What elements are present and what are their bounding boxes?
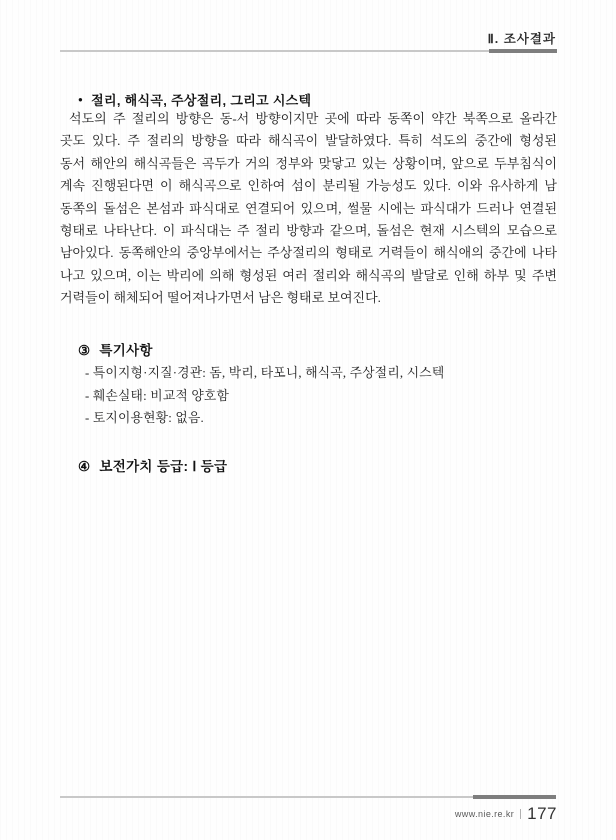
paragraph-line: 곳도 있다. 주 절리의 방향을 따라 해식곡이 발달하였다. 특히 석도의 중간에 형성된 xyxy=(60,133,557,149)
special-notes-list xyxy=(85,362,557,430)
paragraph-line: 동쪽의 돌섬은 본섬과 파식대로 연결되어 있으며, 썰물 시에는 파식대가 드러나 연결된 xyxy=(60,200,557,216)
special-notes-heading xyxy=(78,339,153,359)
conservation-grade-heading xyxy=(78,455,227,475)
header-rule xyxy=(60,50,490,52)
note-item: - 훼손실태: 비교적 양호함 xyxy=(85,388,230,403)
note-item: - 토지이용현황: 없음. xyxy=(85,411,204,426)
paragraph-line: 계속 진행된다면 이 해식곡으로 인하여 섬이 분리될 가능성도 있다. 이와 유사하게 남 xyxy=(60,178,557,194)
paragraph-line: 남아있다. 동쪽해안의 중앙부에서는 주상절리의 형태로 거력들이 해식애의 중간에 나타 xyxy=(60,245,557,261)
footer-rule-accent xyxy=(473,795,556,799)
bullet-icon: ● xyxy=(78,94,84,104)
section-title: 특기사항 xyxy=(99,343,153,358)
note-item: - 특이지형·지질·경관: 돔, 박리, 타포니, 해식곡, 주상절리, 시스텍 xyxy=(85,366,445,380)
paragraph-line: 동서 해안의 해식곡들은 곡두가 거의 정부와 맞닿고 있는 상황이며, 앞으로 두부침식이 xyxy=(60,155,557,171)
section-number: ③ xyxy=(78,343,91,358)
description-paragraph xyxy=(60,108,557,310)
footer xyxy=(455,804,557,824)
paragraph-line: 형태로 나타난다. 이 파식대는 주 절리 방향과 같으며, 돌섬은 현재 시스텍의 모습으로 xyxy=(60,222,557,238)
chapter-header: Ⅱ. 조사결과 xyxy=(487,32,556,46)
footer-page-number: 177 xyxy=(527,804,557,823)
header-rule-accent xyxy=(489,49,557,53)
section-title: 보전가치 등급: Ⅰ 등급 xyxy=(99,459,228,474)
footer-rule xyxy=(60,796,473,798)
paragraph-line: 나고 있으며, 이는 박리에 의해 형성된 여러 절리와 해식곡의 발달로 인해 하부 및 주변 xyxy=(60,267,557,283)
topic-heading xyxy=(78,90,311,109)
topic-heading-label: 절리, 해식곡, 주상절리, 그리고 시스텍 xyxy=(91,93,312,108)
paragraph-line: 석도의 주 절리의 방향은 동-서 방향이지만 곳에 따라 동쪽이 약간 북쪽으로 올라간 xyxy=(69,111,557,126)
section-number: ④ xyxy=(78,459,91,474)
footer-separator xyxy=(520,809,521,819)
footer-site-url: www.nie.re.kr xyxy=(454,809,515,819)
paragraph-line: 거력들이 해체되어 떨어져나가면서 남은 형태로 보여진다. xyxy=(60,290,381,306)
